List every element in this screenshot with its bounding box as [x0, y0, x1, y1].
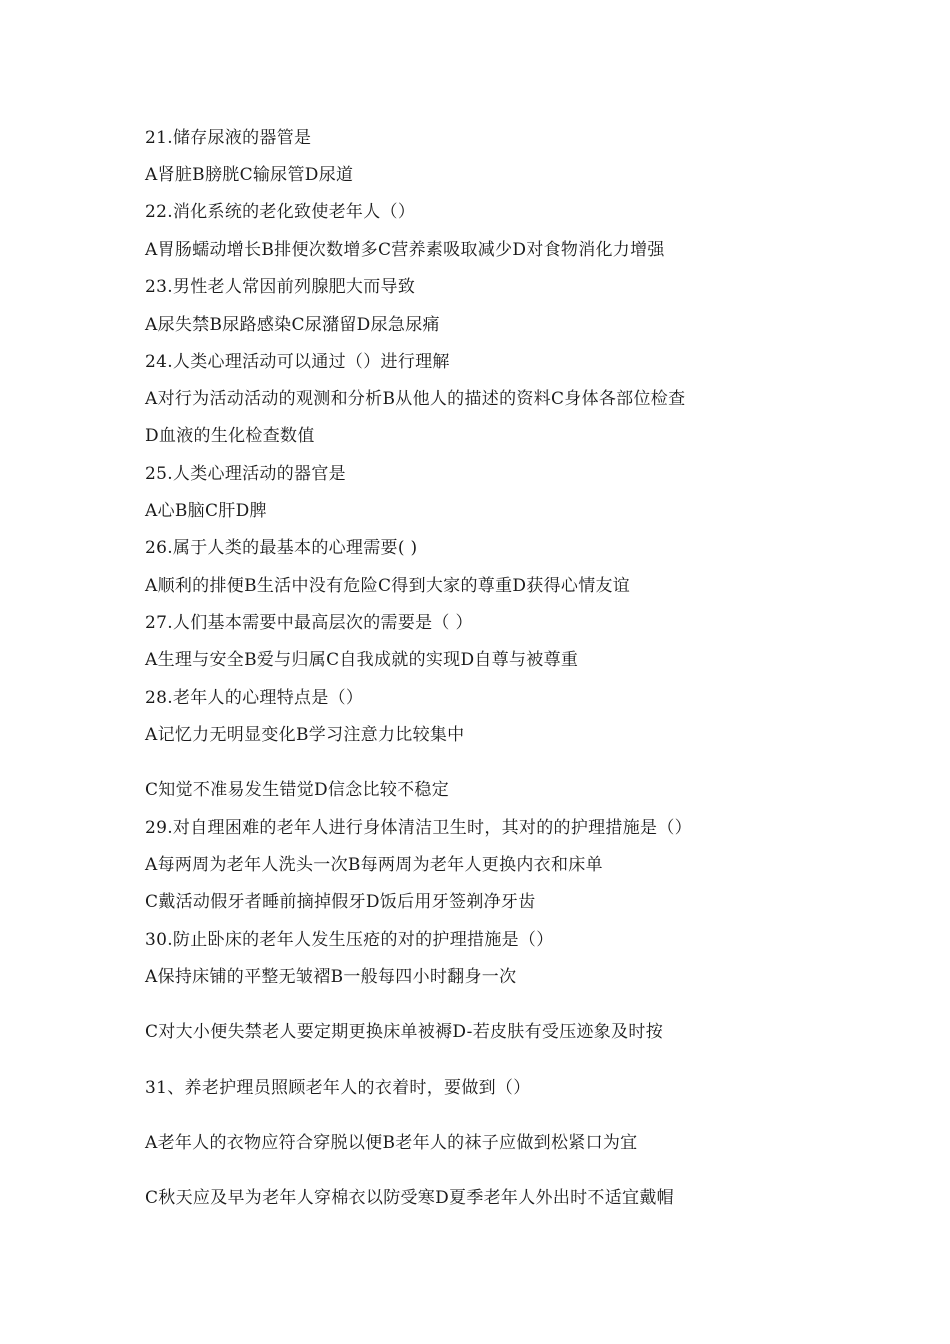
question-25: 25.人类心理活动的器官是 — [145, 464, 346, 484]
options-31-cd: C秋天应及早为老年人穿棉衣以防受寒D夏季老年人外出时不适宜戴帽 — [145, 1188, 674, 1208]
options-28-ab: A记忆力无明显变化B学习注意力比较集中 — [145, 725, 465, 745]
options-29-cd: C戴活动假牙者睡前摘掉假牙D饭后用牙签剃净牙齿 — [145, 892, 536, 912]
question-26: 26.属于人类的最基本的心理需要( ) — [145, 538, 418, 558]
options-21: A肾脏B膀胱C输尿管D尿道 — [145, 165, 354, 185]
question-22: 22.消化系统的老化致使老年人（） — [145, 202, 416, 222]
question-29: 29.对自理困难的老年人进行身体清洁卫生时，其对的的护理措施是（） — [145, 818, 692, 838]
options-23: A尿失禁B尿路感染C尿潴留D尿急尿痛 — [145, 315, 440, 335]
options-27: A生理与安全B爱与归属C自我成就的实现D自尊与被尊重 — [145, 650, 579, 670]
question-28: 28.老年人的心理特点是（） — [145, 688, 364, 708]
options-22: A胃肠蠕动增长B排便次数增多C营养素吸取减少D对食物消化力增强 — [145, 240, 665, 260]
options-25: A心B脑C肝D脾 — [145, 501, 267, 521]
question-31: 31、养老护理员照顾老年人的衣着时，要做到（） — [145, 1078, 531, 1098]
options-31-ab: A老年人的衣物应符合穿脱以便B老年人的袜子应做到松紧口为宜 — [145, 1133, 638, 1153]
question-23: 23.男性老人常因前列腺肥大而导致 — [145, 277, 416, 297]
options-28-cd: C知觉不准易发生错觉D信念比较不稳定 — [145, 780, 450, 800]
options-24: A对行为活动活动的观测和分析B从他人的描述的资料C身体各部位检查 — [145, 389, 686, 409]
question-27: 27.人们基本需要中最高层次的需要是（ ） — [145, 613, 473, 633]
options-26: A顺利的排便B生活中没有危险C得到大家的尊重D获得心情友谊 — [145, 576, 631, 596]
options-24-continued: D血液的生化检查数值 — [145, 426, 315, 446]
question-30: 30.防止卧床的老年人发生压疮的对的护理措施是（） — [145, 930, 554, 950]
options-30-ab: A保持床铺的平整无皱褶B一般每四小时翻身一次 — [145, 967, 517, 987]
options-30-cd: C对大小便失禁老人要定期更换床单被褥D-若皮肤有受压迹象及时按 — [145, 1022, 663, 1042]
question-21: 21.储存尿液的器管是 — [145, 128, 312, 148]
options-29-ab: A每两周为老年人洗头一次B每两周为老年人更换内衣和床单 — [145, 855, 603, 875]
question-24: 24.人类心理活动可以通过（）进行理解 — [145, 352, 450, 372]
